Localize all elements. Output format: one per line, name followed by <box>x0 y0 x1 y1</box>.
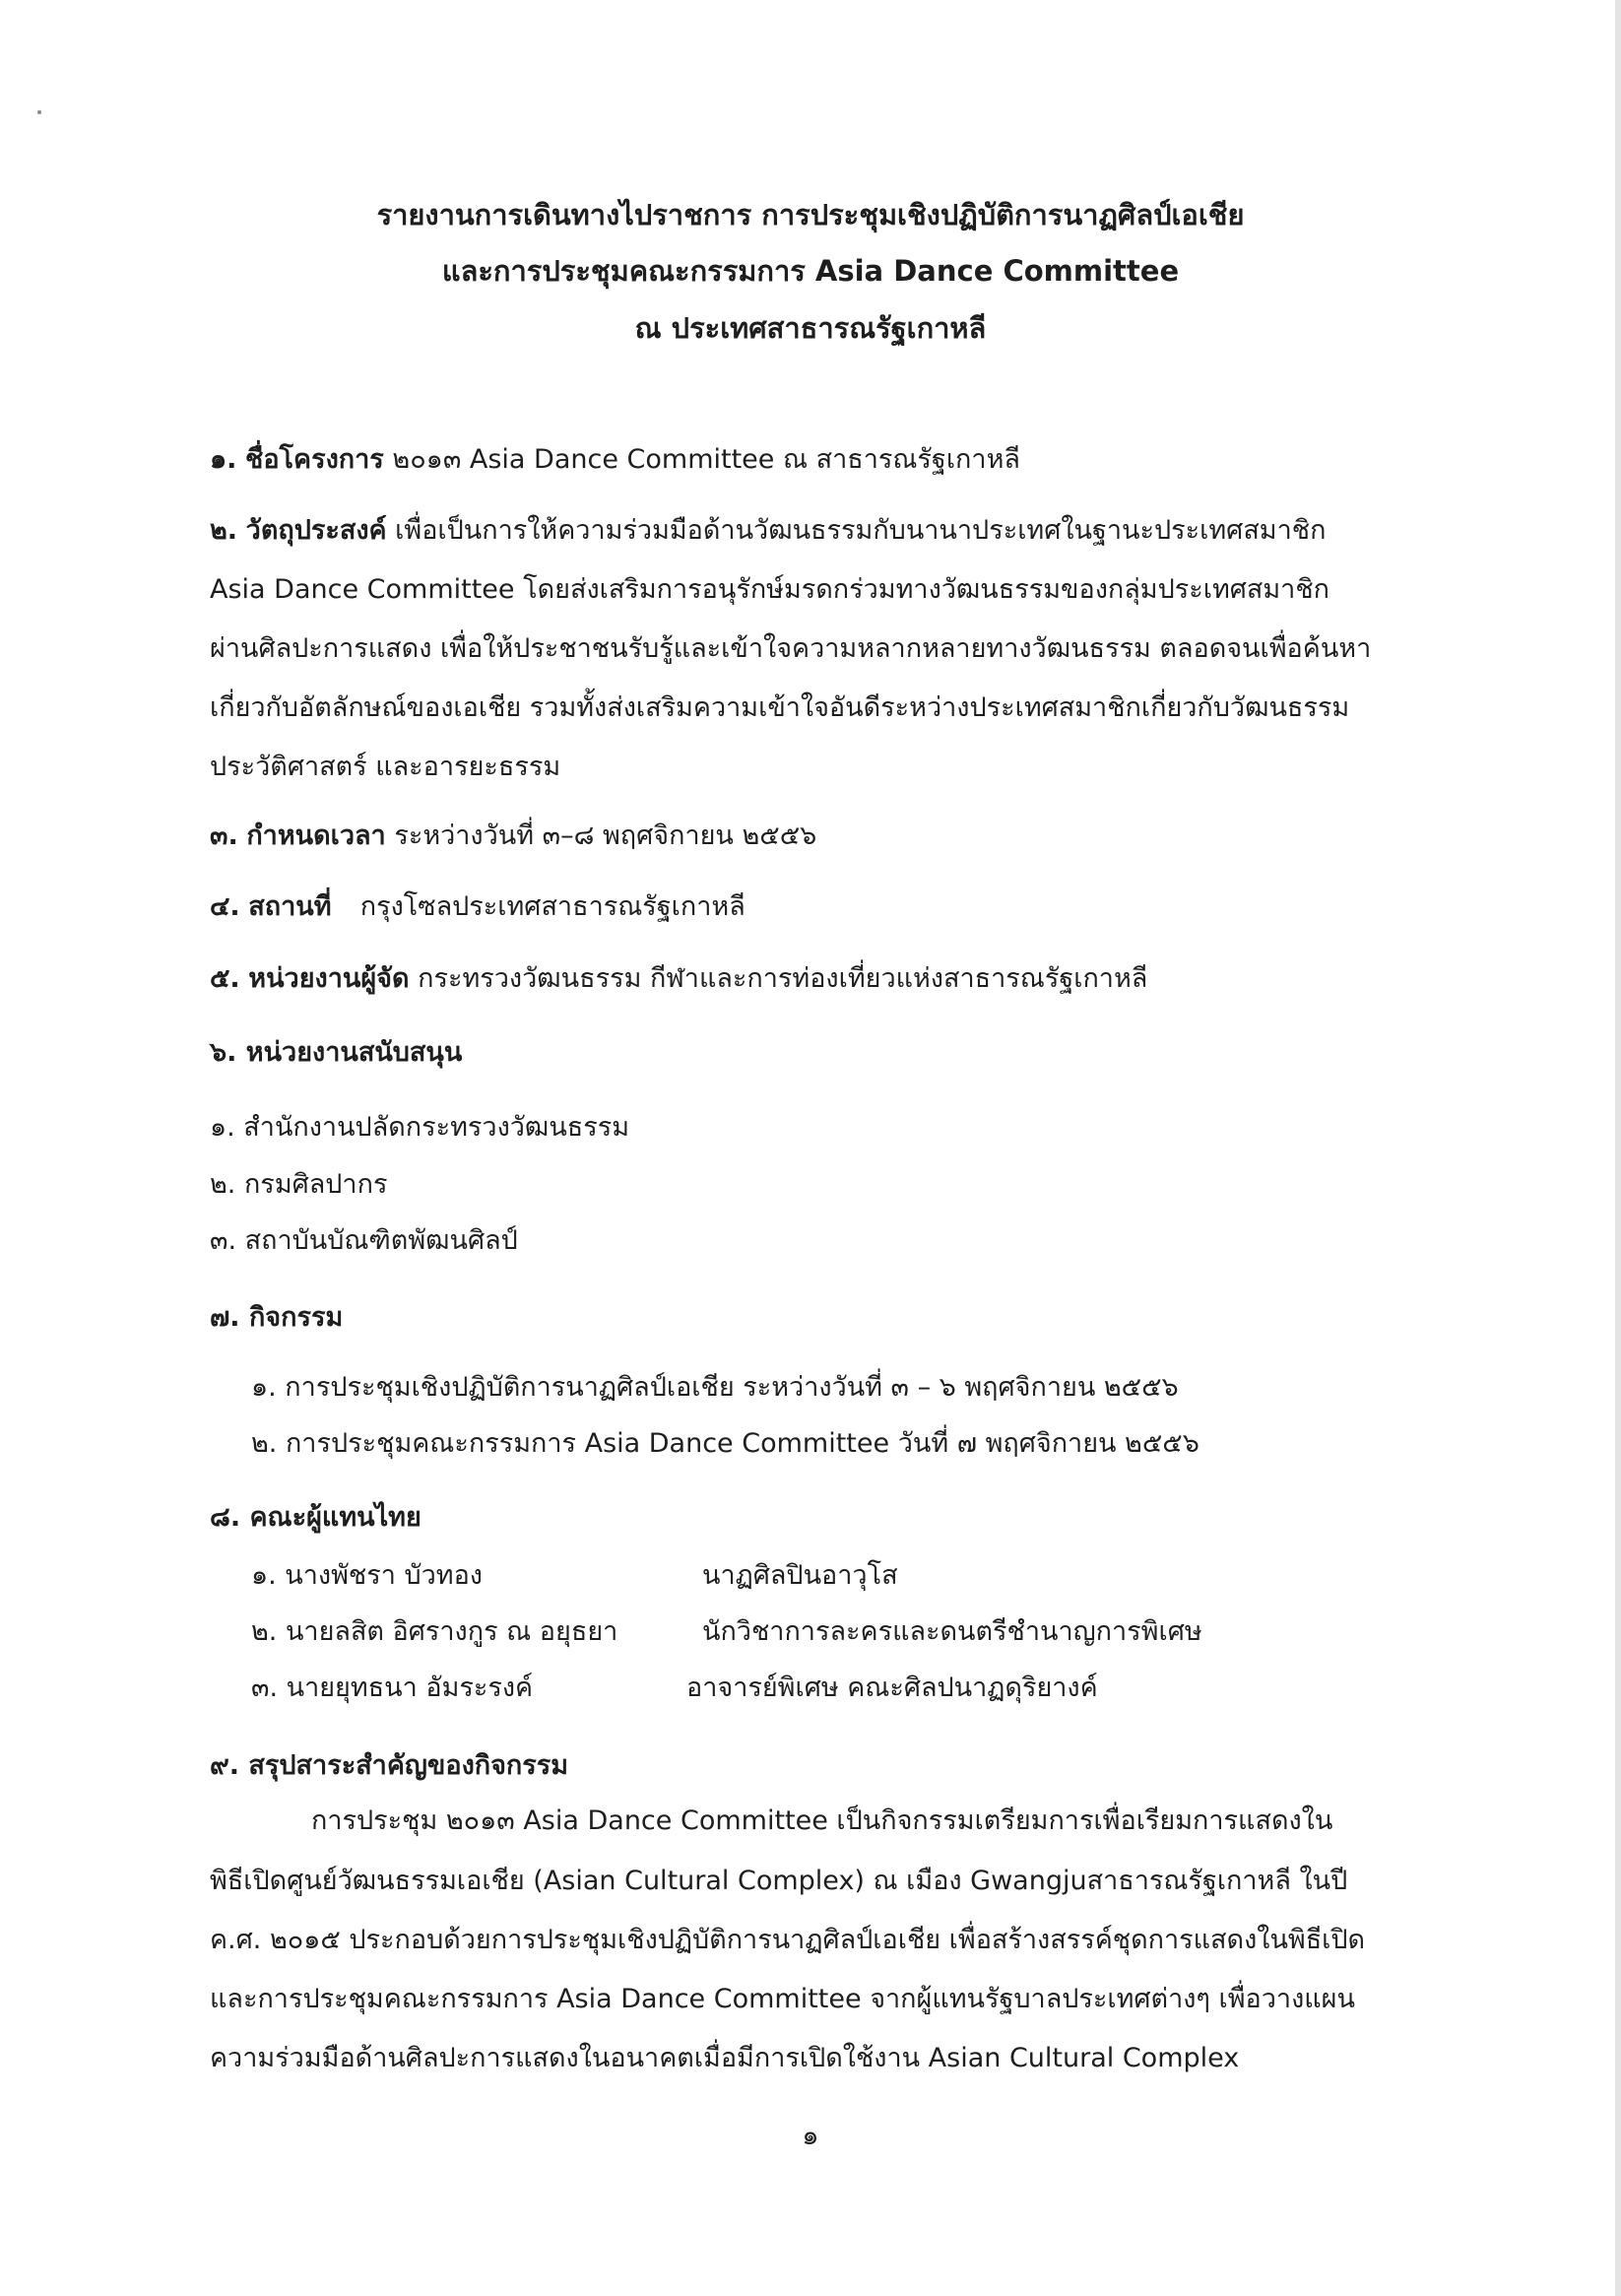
section-1 <box>210 440 1020 480</box>
section-7-item-2: ๒. การประชุมคณะกรรมการ Asia Dance Committee วันที่ ๗ พฤศจิกายน ๒๕๕๖ <box>251 1428 1200 1459</box>
section-1-number: ๑. <box>210 444 237 475</box>
section-2-text: เพื่อเป็นการให้ความร่วมมือด้านวัฒนธรรมกับนานาประเทศในฐานะประเทศสมาชิก <box>395 515 1327 546</box>
section-2-line-4: เกี่ยวกับอัตลักษณ์ของเอเชีย รวมทั้งส่งเสริมความเข้าใจอันดีระหว่างประเทศสมาชิกเกี่ยวกับวัฒนธรรม <box>210 692 1350 723</box>
summary-line-1: การประชุม ๒๐๑๓ Asia Dance Committee เป็นกิจกรรมเตรียมการเพื่อเรียมการแสดงใน <box>311 1805 1333 1836</box>
section-6-heading: ๖. หน่วยงานสนับสนุน <box>210 1037 463 1068</box>
section-6-item-1: ๑. สำนักงานปลัดกระทรวงวัฒนธรรม <box>210 1112 630 1143</box>
summary-line-4: และการประชุมคณะกรรมการ Asia Dance Committee จากผู้แทนรัฐบาลประเทศต่างๆ เพื่อวางแผน <box>210 1984 1355 2014</box>
section-9-heading: ๙. สรุปสาระสำคัญของกิจกรรม <box>210 1750 569 1781</box>
member-2-role: นักวิชาการละครและดนตรีชำนาญการพิเศษ <box>702 1616 1202 1647</box>
section-1-label: ชื่อโครงการ <box>245 444 384 475</box>
section-8-heading: ๘. คณะผู้แทนไทย <box>210 1502 421 1533</box>
section-2-number: ๒. <box>210 515 238 546</box>
section-3-number: ๓. <box>210 820 238 851</box>
title-line-3: ณ ประเทศสาธารณรัฐเกาหลี <box>634 311 987 345</box>
section-4-label: สถานที่ <box>248 891 332 922</box>
section-2-line-2: Asia Dance Committee โดยส่งเสริมการอนุรักษ์มรดกร่วมทางวัฒนธรรมของกลุ่มประเทศสมาชิก <box>210 574 1330 605</box>
member-1-role: นาฏศิลปินอาวุโส <box>702 1560 898 1591</box>
section-2-line-3: ผ่านศิลปะการแสดง เพื่อให้ประชาชนรับรู้และเข้าใจความหลากหลายทางวัฒนธรรม ตลอดจนเพื่อค้นหา <box>210 633 1372 664</box>
section-5-number: ๕. <box>210 963 240 994</box>
title-line-1: รายงานการเดินทางไปราชการ การประชุมเชิงปฏิบัติการนาฏศิลป์เอเชีย <box>376 198 1245 231</box>
section-4 <box>210 887 746 927</box>
summary-line-3: ค.ศ. ๒๐๑๕ ประกอบด้วยการประชุมเชิงปฏิบัติการนาฏศิลป์เอเชีย เพื่อสร้างสรรค์ชุดการแสดงในพิธีเปิด <box>210 1925 1366 1955</box>
section-5-label: หน่วยงานผู้จัด <box>248 963 410 994</box>
summary-line-2: พิธีเปิดศูนย์วัฒนธรรมเอเชีย (Asian Cultural Complex) ณ เมือง Gwangjuสาธารณรัฐเกาหลี ในปี <box>210 1866 1348 1896</box>
section-6-item-3: ๓. สถาบันบัณฑิตพัฒนศิลป์ <box>210 1225 518 1256</box>
scan-speck <box>37 110 41 114</box>
page-number: ๑ <box>802 2121 819 2151</box>
section-7-item-1: ๑. การประชุมเชิงปฏิบัติการนาฏศิลป์เอเชีย ระหว่างวันที่ ๓ – ๖ พฤศจิกายน ๒๕๕๖ <box>251 1372 1179 1403</box>
section-1-text: ๒๐๑๓ Asia Dance Committee ณ สาธารณรัฐเกาหลี <box>392 444 1020 475</box>
member-2-name: ๒. นายลสิต อิศรางกูร ณ อยุธยา <box>251 1616 618 1647</box>
section-3 <box>210 817 816 856</box>
summary-line-5: ความร่วมมือด้านศิลปะการแสดงในอนาคตเมื่อมีการเปิดใช้งาน Asian Cultural Complex <box>210 2043 1240 2073</box>
section-5 <box>210 959 1147 999</box>
section-2-line-5: ประวัติศาสตร์ และอารยะธรรม <box>210 752 561 782</box>
section-5-text: กระทรวงวัฒนธรรม กีฬาและการท่องเที่ยวแห่งสาธารณรัฐเกาหลี <box>418 963 1148 994</box>
member-1-name: ๑. นางพัชรา บัวทอง <box>251 1560 483 1591</box>
section-7-heading: ๗. กิจกรรม <box>210 1302 344 1333</box>
section-3-text: ระหว่างวันที่ ๓–๘ พฤศจิกายน ๒๕๕๖ <box>394 820 817 851</box>
section-2-label: วัตถุประสงค์ <box>245 515 387 546</box>
section-2-line-1 <box>210 511 1326 551</box>
section-4-text: กรุงโซลประเทศสาธารณรัฐเกาหลี <box>359 891 746 922</box>
title-line-2: และการประชุมคณะกรรมการ Asia Dance Committee <box>441 254 1180 288</box>
section-3-label: กำหนดเวลา <box>246 820 386 851</box>
section-6-item-2: ๒. กรมศิลปากร <box>210 1169 388 1200</box>
member-3-role: อาจารย์พิเศษ คณะศิลปนาฏดุริยางค์ <box>686 1673 1098 1703</box>
section-4-number: ๔. <box>210 891 240 922</box>
member-3-name: ๓. นายยุทธนา อัมระรงค์ <box>251 1673 534 1703</box>
